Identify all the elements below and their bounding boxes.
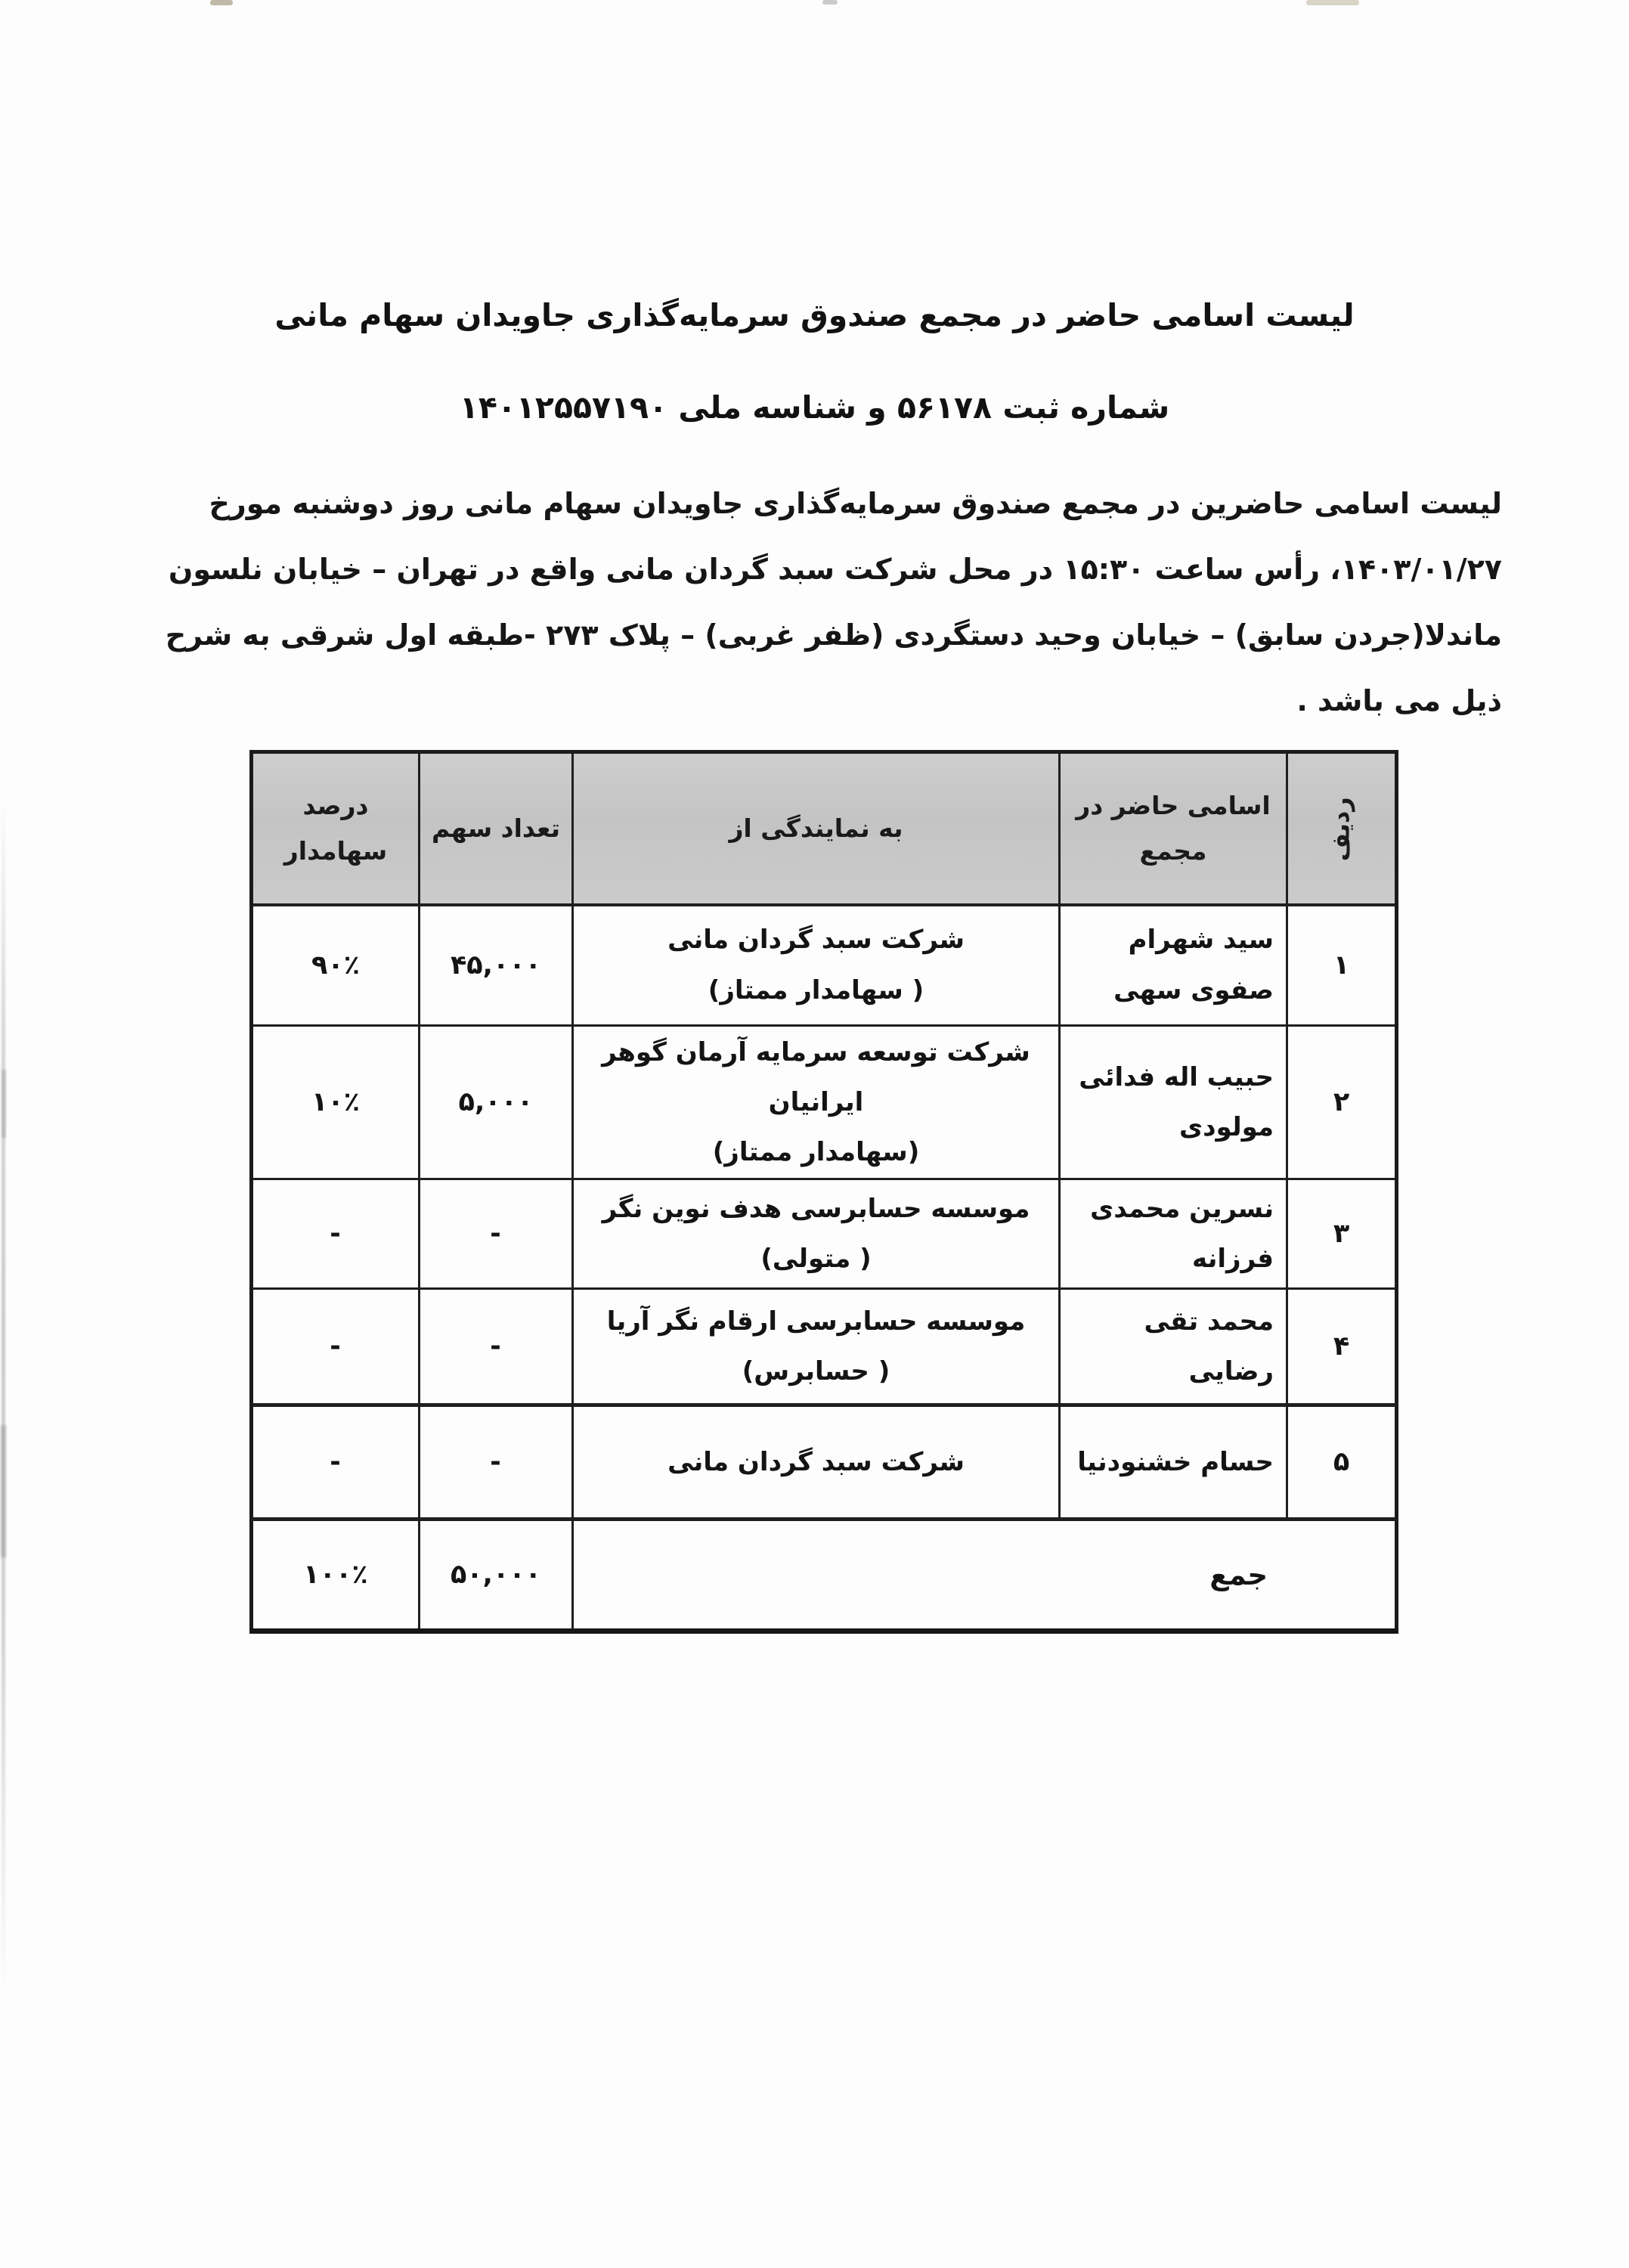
cell-row-number: ۲ [1287,1026,1397,1179]
scan-artifact [1306,0,1359,5]
table-row [252,1179,1397,1289]
intro-line-4: ذیل می باشد . [1296,684,1502,717]
attendee-name-line: صفوی سهی [1113,974,1274,1005]
header-row-number-label: ردیف [1326,797,1355,862]
total-share-percent: ۱۰۰٪ [252,1520,420,1631]
intro-line-1: لیست اسامی حاضرین در مجمع صندوق سرمایه‌گذاری جاویدان سهام مانی روز دوشنبه مورخ [209,487,1502,520]
header-attendee: اسامی حاضر در مجمع [1060,752,1287,905]
page-title: لیست اسامی حاضر در مجمع صندوق سرمایه‌گذاری جاویدان سهام مانی [274,297,1355,333]
total-share-count: ۵۰,۰۰۰ [420,1520,573,1631]
cell-share-count: - [420,1405,573,1520]
cell-share-count: - [420,1289,573,1405]
cell-representing [573,905,1060,1026]
representing-line: شرکت سبد گردان مانی [667,925,965,956]
scan-artifact [822,0,838,5]
representing-line: موسسه حسابرسی ارقام نگر آریا [606,1306,1026,1337]
cell-attendee [1060,1179,1287,1289]
scan-artifact [210,0,233,5]
cell-attendee [1060,905,1287,1026]
cell-representing [573,1405,1060,1520]
representing-line: ( حسابرس) [742,1356,890,1387]
representing-line: شرکت سبد گردان مانی [667,1446,965,1477]
table-row [252,1405,1397,1520]
cell-row-number: ۱ [1287,905,1397,1026]
cell-representing [573,1179,1060,1289]
cell-representing [573,1026,1060,1179]
cell-share-count: - [420,1179,573,1289]
scan-artifact [2,794,5,1996]
representing-line: شرکت توسعه سرمایه آرمان گوهر ایرانیان [602,1036,1030,1117]
cell-share-count: ۵,۰۰۰ [420,1026,573,1179]
header-row-number [1287,752,1397,905]
cell-row-number: ۴ [1287,1289,1397,1405]
attendance-table [249,750,1398,1634]
table-row [252,1289,1397,1405]
representing-line: (سهامدار ممتاز) [712,1137,920,1168]
attendee-name-line: سید شهرام [1128,925,1274,956]
table-row [252,905,1397,1026]
header-share-percent: درصد سهامدار [252,752,420,905]
cell-share-percent: - [252,1405,420,1520]
representing-line: ( متولی) [760,1244,872,1274]
cell-row-number: ۳ [1287,1179,1397,1289]
table-total-row [252,1520,1397,1631]
cell-share-percent: ۹۰٪ [252,905,420,1026]
attendee-name-line: حبیب اله فدائی [1079,1061,1274,1092]
cell-representing [573,1289,1060,1405]
scan-artifact [1,1425,6,1557]
cell-share-percent: - [252,1179,420,1289]
table-header-row [252,752,1397,905]
cell-row-number: ۵ [1287,1405,1397,1520]
intro-line-2: ۱۴۰۳/۰۱/۲۷، رأس ساعت ۱۵:۳۰ در محل شرکت سبد گردان مانی واقع در تهران – خیابان نلسون [168,553,1502,586]
table-row [252,1026,1397,1179]
cell-attendee [1060,1289,1287,1405]
cell-share-count: ۴۵,۰۰۰ [420,905,573,1026]
registration-line: شماره ثبت ۵۶۱۷۸ و شناسه ملی ۱۴۰۱۲۵۵۷۱۹۰ [459,389,1170,426]
total-label: جمع [573,1520,1397,1631]
attendee-name-line: مولودی [1178,1112,1274,1142]
cell-share-percent: ۱۰٪ [252,1026,420,1179]
representing-line: ( سهامدار ممتاز) [708,974,924,1005]
attendee-name-line: فرزانه [1191,1244,1274,1274]
scan-artifact [2,1070,6,1138]
cell-share-percent: - [252,1289,420,1405]
cell-attendee [1060,1026,1287,1179]
header-share-count: تعداد سهم [420,752,573,905]
intro-paragraph [165,471,1502,734]
representing-line: موسسه حسابرسی هدف نوین نگر [602,1193,1030,1224]
attendee-name-line: محمد تقی رضایی [1144,1306,1274,1387]
header-representing: به نمایندگی از [573,752,1060,905]
attendee-name-line: حسام خشنودنیا [1077,1446,1274,1477]
attendee-name-line: نسرین محمدی [1090,1193,1274,1224]
cell-attendee [1060,1405,1287,1520]
intro-line-3: ماندلا(جردن سابق) – خیابان وحید دستگردی (ظفر غربی) – پلاک ۲۷۳ -طبقه اول شرقی به شرح [165,618,1502,652]
